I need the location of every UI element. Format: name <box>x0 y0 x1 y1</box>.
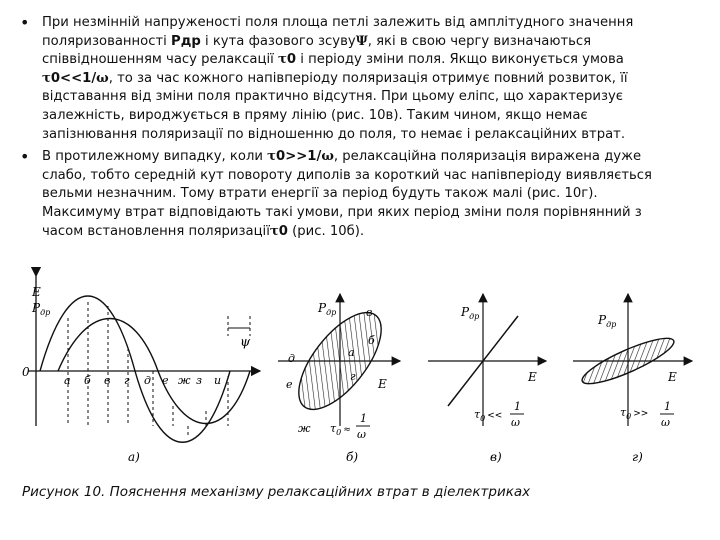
label-p-sub: др <box>469 312 480 321</box>
bullet-marker: • <box>20 13 30 32</box>
label-p <box>317 301 336 317</box>
text-line: запізнювання поляризації по відношенню до поля, то немає і релаксаційних втрат. <box>42 126 626 142</box>
tau-symbol: τ <box>269 223 279 239</box>
label-p-main: P <box>461 305 470 319</box>
text-span: часом встановлення поляризації <box>42 223 270 239</box>
bullet-marker: • <box>20 147 30 167</box>
panel-b-label: б) <box>346 450 359 464</box>
text-span: (рис. 10б). <box>287 223 365 239</box>
label-e: E <box>668 370 677 384</box>
label-p-main: P <box>598 313 607 327</box>
point-label: и <box>214 374 222 387</box>
point-label: ж <box>298 422 311 435</box>
label-e: E <box>528 370 537 384</box>
text-line <box>42 223 708 242</box>
psi-symbol: Ψ <box>355 33 368 49</box>
tau-symbol: τ <box>42 70 51 86</box>
point-label: б <box>84 374 91 387</box>
tau-label <box>620 406 648 421</box>
text-line: При незмінній напруженості поля площа петлі залежить від амплітудного значення <box>42 15 634 30</box>
omega-symbol: ω <box>321 149 334 165</box>
point-label: в <box>366 306 373 319</box>
text-line: вельми незначним. Тому втрати енергії за період будуть також малі (рис. 10г). <box>42 186 598 202</box>
figure-svg <box>22 276 702 472</box>
text-span: В протилежному випадку, коли <box>42 149 268 165</box>
frac-num: 1 <box>664 400 671 413</box>
label-p-main: P <box>32 301 41 315</box>
tau-label <box>474 408 502 423</box>
figure-caption: Рисунок 10. Пояснення механізму релаксаційних втрат в діелектриках <box>22 484 531 500</box>
tau-symbol: τ <box>277 52 287 68</box>
frac-num: 1 <box>360 412 367 425</box>
label-psi: ψ <box>240 335 251 350</box>
text-span: поляризованності <box>42 33 172 49</box>
panel-a <box>22 276 260 464</box>
text-span: 0>>1/ <box>276 149 322 165</box>
text-span: 0<<1/ <box>50 70 97 86</box>
text-line: залежність, вироджується в пряму лінію (рис. 10в). Таким чином, якщо немає <box>42 107 588 123</box>
text-span: співвідношенням часу релаксації <box>42 52 278 68</box>
text-line: відставання від зміни поля практично відсутня. При цьому еліпс, що характеризує <box>42 89 624 105</box>
tau-symbol: τ <box>267 149 277 165</box>
text-span: , то за час кожного напівперіоду поляризація отримує повний розвиток, її <box>108 70 628 86</box>
point-label: а <box>64 374 71 387</box>
tau-sub: 0 <box>480 414 486 423</box>
point-label: б <box>368 334 375 347</box>
point-label: г <box>350 370 356 383</box>
label-p-sub: др <box>326 308 337 317</box>
text-span: і періоду зміни поля. Якщо виконується умова <box>296 52 624 68</box>
tau-relation: ≈ <box>343 425 351 435</box>
point-label: ж <box>178 374 191 387</box>
point-label: з <box>196 374 202 387</box>
tau-main: τ <box>474 408 481 421</box>
point-label: а <box>348 346 355 359</box>
label-p-main: P <box>318 301 327 315</box>
panel-c-label: в) <box>490 450 502 464</box>
point-label: д <box>144 374 151 387</box>
panel-d-label: г) <box>632 450 643 464</box>
frac-den: ω <box>357 428 366 441</box>
point-label: в <box>104 374 111 387</box>
frac-num: 1 <box>514 400 521 413</box>
figure-10 <box>22 276 702 472</box>
bullet-item-2 <box>18 148 708 241</box>
text-span: і кута фазового зсуву <box>200 33 356 49</box>
panel-c <box>428 294 546 464</box>
tau-sub: 0 <box>336 428 342 437</box>
point-label: г <box>124 374 130 387</box>
frac-den: ω <box>661 416 670 429</box>
panel-b <box>278 294 400 464</box>
text-line <box>42 148 708 167</box>
panel-a-label: а) <box>128 450 140 464</box>
label-p-sub: др <box>40 308 51 317</box>
panel-d <box>573 294 692 464</box>
label-e: E <box>378 377 387 391</box>
label-zero: 0 <box>22 365 30 379</box>
text-line <box>42 51 708 70</box>
text-line <box>42 33 708 52</box>
text-line: Максимуму втрат відповідають такі умови, при яких період зміни поля порівнянний з <box>42 204 642 220</box>
omega-symbol: ω <box>96 70 109 86</box>
point-label: е <box>286 378 293 391</box>
frac-den: ω <box>511 416 520 429</box>
label-e: E <box>32 285 41 299</box>
bullet-list <box>18 14 708 241</box>
label-p-sub: др <box>606 320 617 329</box>
text-span: 0 <box>278 223 288 239</box>
tau-main: τ <box>620 406 627 419</box>
label-p <box>597 313 616 329</box>
text-span: , які в свою чергу визначаються <box>367 33 592 49</box>
text-line: слабо, тобто середній кут повороту диполів за короткий час напівперіоду виявляється <box>42 167 652 183</box>
tau-sub: 0 <box>626 412 632 421</box>
label-p <box>460 305 479 321</box>
bullet-item-1 <box>18 14 708 144</box>
text-span: Рдр <box>171 33 201 49</box>
text-span: 0 <box>286 52 297 68</box>
label-p <box>31 301 50 317</box>
tau-relation: << <box>487 411 503 421</box>
tau-relation: >> <box>633 409 649 419</box>
point-label: д <box>288 352 295 365</box>
tau-main: τ <box>330 422 337 435</box>
point-label: е <box>162 374 169 387</box>
text-line <box>42 70 708 89</box>
text-span: , релаксаційна поляризація виражена дуже <box>333 149 642 165</box>
